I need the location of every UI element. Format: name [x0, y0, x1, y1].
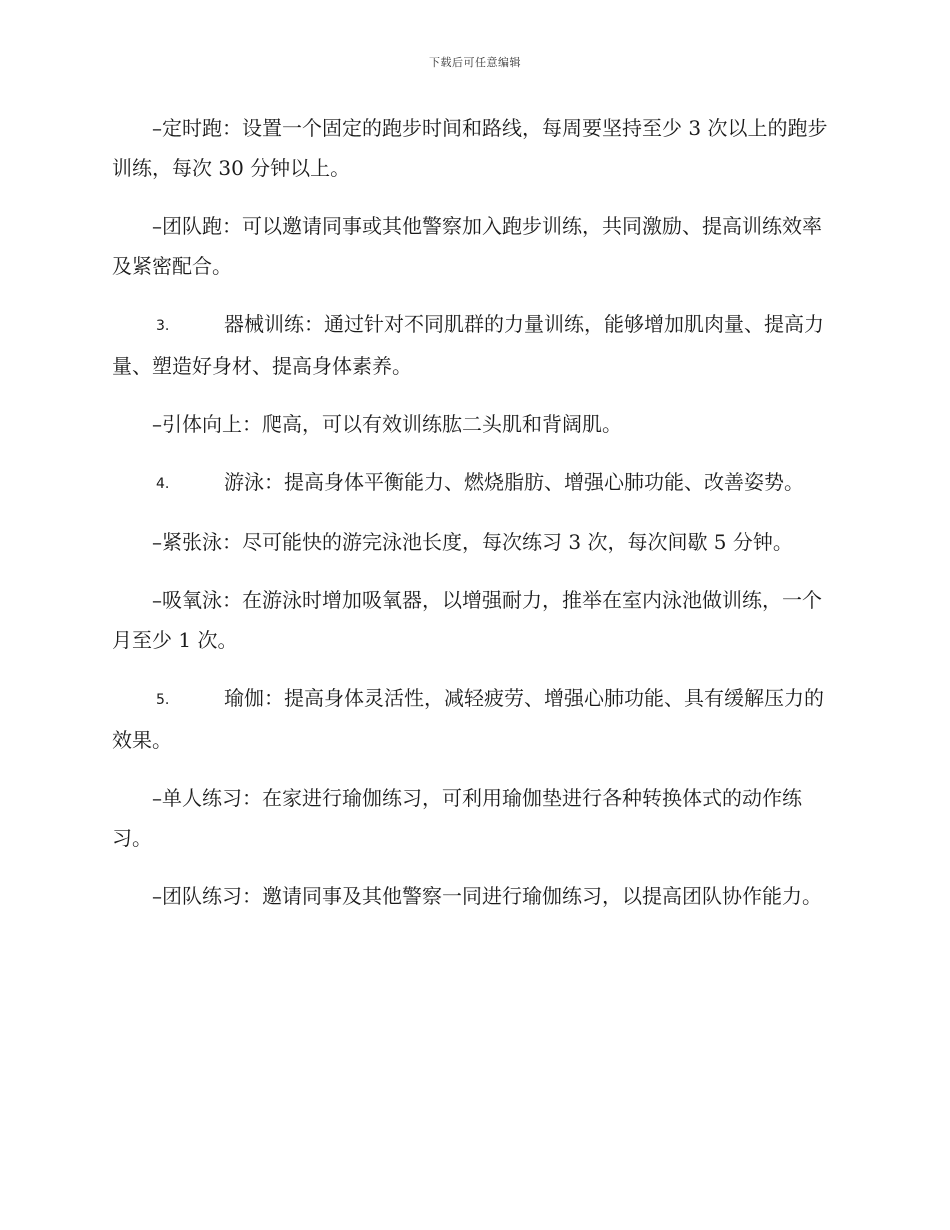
paragraph-text: –引体向上：爬高，可以有效训练肱二头肌和背阔肌。	[152, 412, 622, 436]
document-body	[112, 108, 834, 934]
paragraph-team-practice	[112, 876, 834, 916]
paragraph-text: –单人练习：在家进行瑜伽练习，可利用瑜伽垫进行各种转换体式的动作练习。	[112, 786, 802, 850]
paragraph-timed-run	[112, 108, 834, 188]
list-number: 3.	[156, 318, 170, 334]
paragraph-team-run	[112, 206, 834, 286]
list-number: 5.	[156, 692, 170, 708]
paragraph-text: –团队练习：邀请同事及其他警察一同进行瑜伽练习，以提高团队协作能力。	[152, 884, 822, 908]
paragraph-text: 器械训练：通过针对不同肌群的力量训练，能够增加肌肉量、提高力量、塑造好身材、提高身体素养。	[112, 312, 824, 378]
paragraph-equipment-training	[112, 304, 834, 386]
paragraph-pull-ups	[112, 404, 834, 444]
paragraph-text: –定时跑：设置一个固定的跑步时间和路线，每周要坚持至少 3 次以上的跑步训练，每次 30 分钟以上。	[112, 116, 828, 180]
paragraph-oxygen-swim	[112, 580, 834, 660]
list-number: 4.	[156, 476, 170, 492]
paragraph-intense-swim	[112, 522, 834, 562]
paragraph-text: –吸氧泳：在游泳时增加吸氧器，以增强耐力，推举在室内泳池做训练，一个月至少 1 次。	[112, 588, 822, 652]
paragraph-text: –团队跑：可以邀请同事或其他警察加入跑步训练，共同激励、提高训练效率及紧密配合。	[112, 214, 822, 278]
paragraph-yoga	[112, 678, 834, 760]
paragraph-solo-practice	[112, 778, 834, 858]
page-header: 下载后可任意编辑	[429, 56, 521, 69]
paragraph-swimming	[112, 462, 834, 504]
paragraph-text: –紧张泳：尽可能快的游完泳池长度，每次练习 3 次，每次间歇 5 分钟。	[152, 530, 793, 554]
paragraph-text: 游泳：提高身体平衡能力、燃烧脂肪、增强心肺功能、改善姿势。	[224, 470, 804, 494]
paragraph-text: 瑜伽：提高身体灵活性，减轻疲劳、增强心肺功能、具有缓解压力的效果。	[112, 686, 824, 752]
